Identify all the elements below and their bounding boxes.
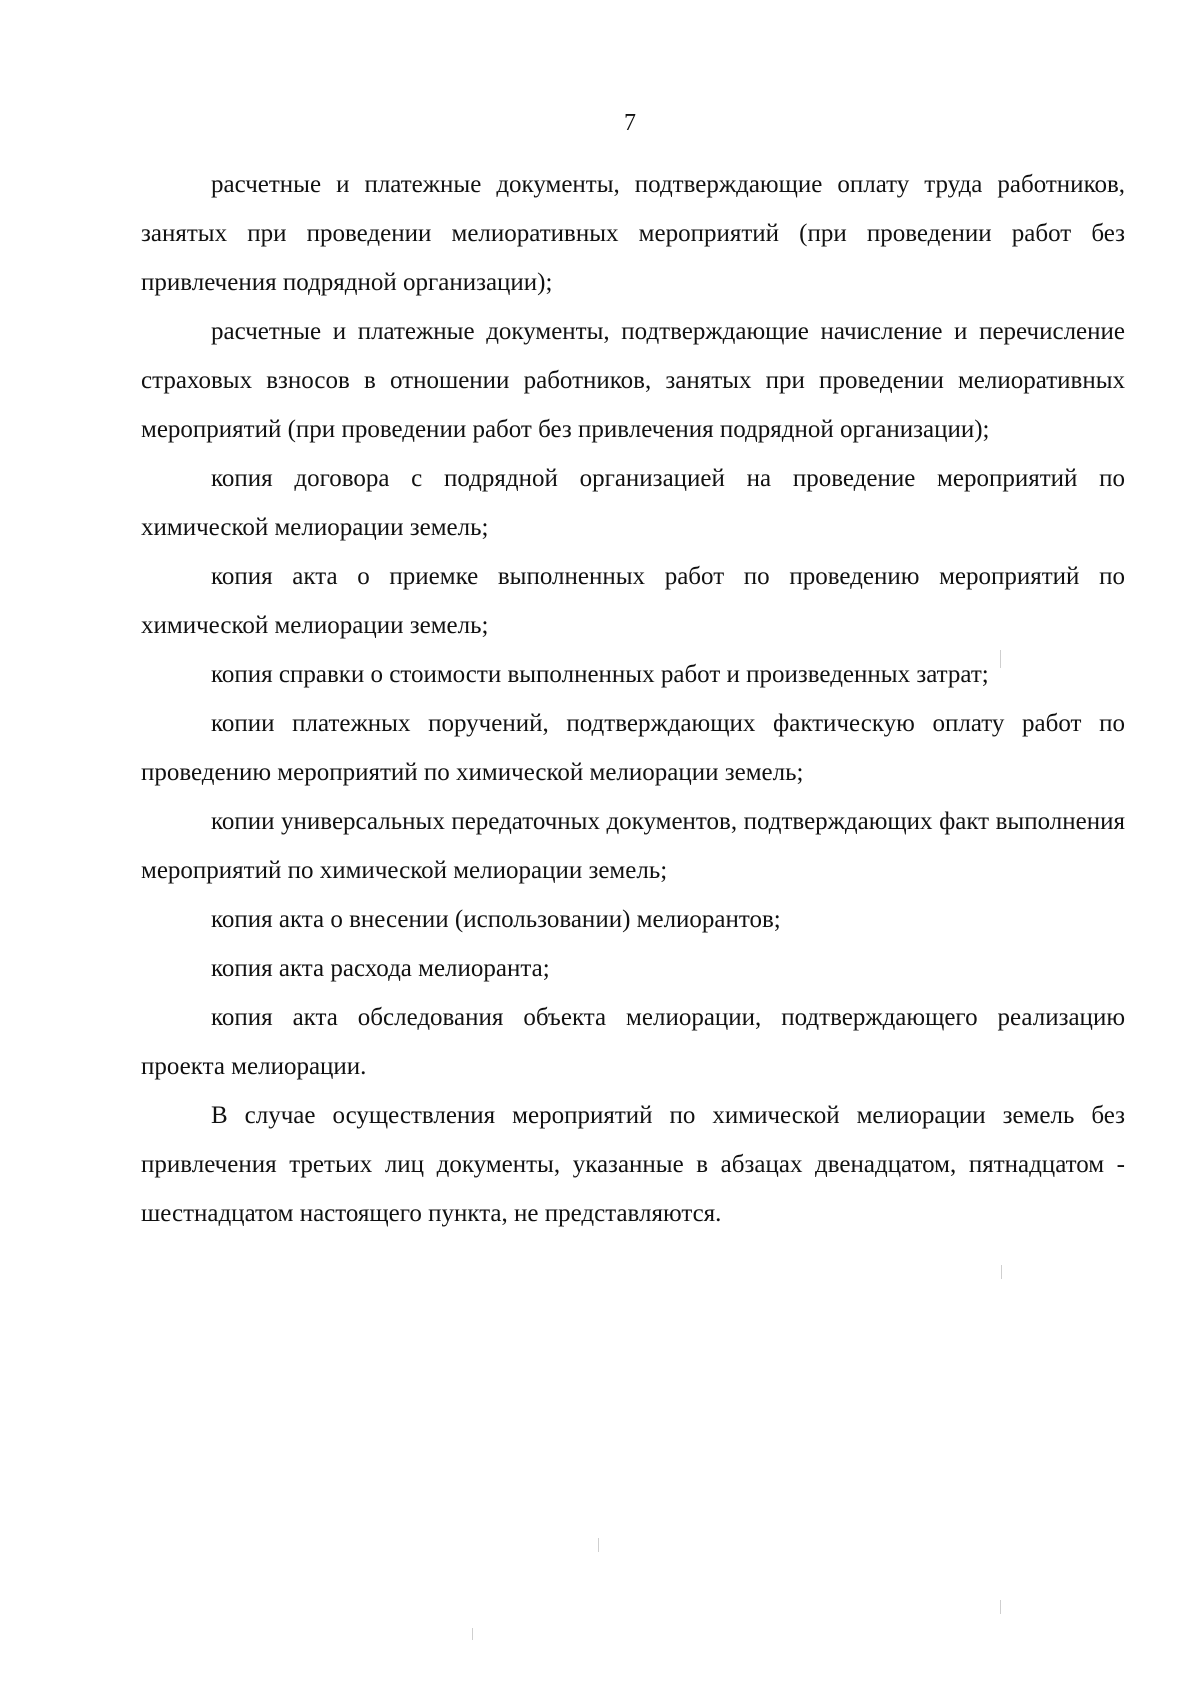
scan-speck <box>598 1538 599 1552</box>
paragraph-third-party-exception: В случае осуществления мероприятий по химической мелиорации земель без привлечения третьих лиц документы, указанные в абзацах двенадцатом, пятнадцатом - шестнадцатом настоящего пункта, не представляются. <box>141 1102 1125 1227</box>
paragraph-contract-copy: копия договора с подрядной организацией на проведение мероприятий по химической мелиорации земель; <box>141 465 1125 541</box>
paragraph-insurance-contributions: расчетные и платежные документы, подтверждающие начисление и перечисление страховых взносов в отношении работников, занятых при проведении мелиоративных мероприятий (при проведении работ без привлечения подрядной организации); <box>141 318 1125 443</box>
scan-speck <box>1001 1265 1002 1279</box>
paragraph-cost-certificate-copy: копия справки о стоимости выполненных работ и произведенных затрат; <box>211 661 989 688</box>
page-number: 7 <box>624 110 636 136</box>
document-body <box>141 160 1125 1238</box>
paragraph-transfer-documents-copy: копии универсальных передаточных документов, подтверждающих факт выполнения мероприятий по химической мелиорации земель; <box>141 808 1125 884</box>
paragraph-payment-documents-wages: расчетные и платежные документы, подтверждающие оплату труда работников, занятых при проведении мелиоративных мероприятий (при проведении работ без привлечения подрядной организации); <box>141 171 1125 296</box>
scan-speck <box>1000 650 1001 668</box>
scan-speck <box>472 1628 473 1640</box>
paragraph-consumption-act-copy: копия акта расхода мелиоранта; <box>211 955 550 982</box>
scan-speck <box>1000 1600 1001 1614</box>
paragraph-payment-orders-copy: копии платежных поручений, подтверждающих фактическую оплату работ по проведению мероприятий по химической мелиорации земель; <box>141 710 1125 786</box>
paragraph-acceptance-act-copy: копия акта о приемке выполненных работ по проведению мероприятий по химической мелиорации земель; <box>141 563 1125 639</box>
paragraph-application-act-copy: копия акта о внесении (использовании) мелиорантов; <box>211 906 781 933</box>
paragraph-inspection-act-copy: копия акта обследования объекта мелиорации, подтверждающего реализацию проекта мелиорации. <box>141 1004 1125 1080</box>
